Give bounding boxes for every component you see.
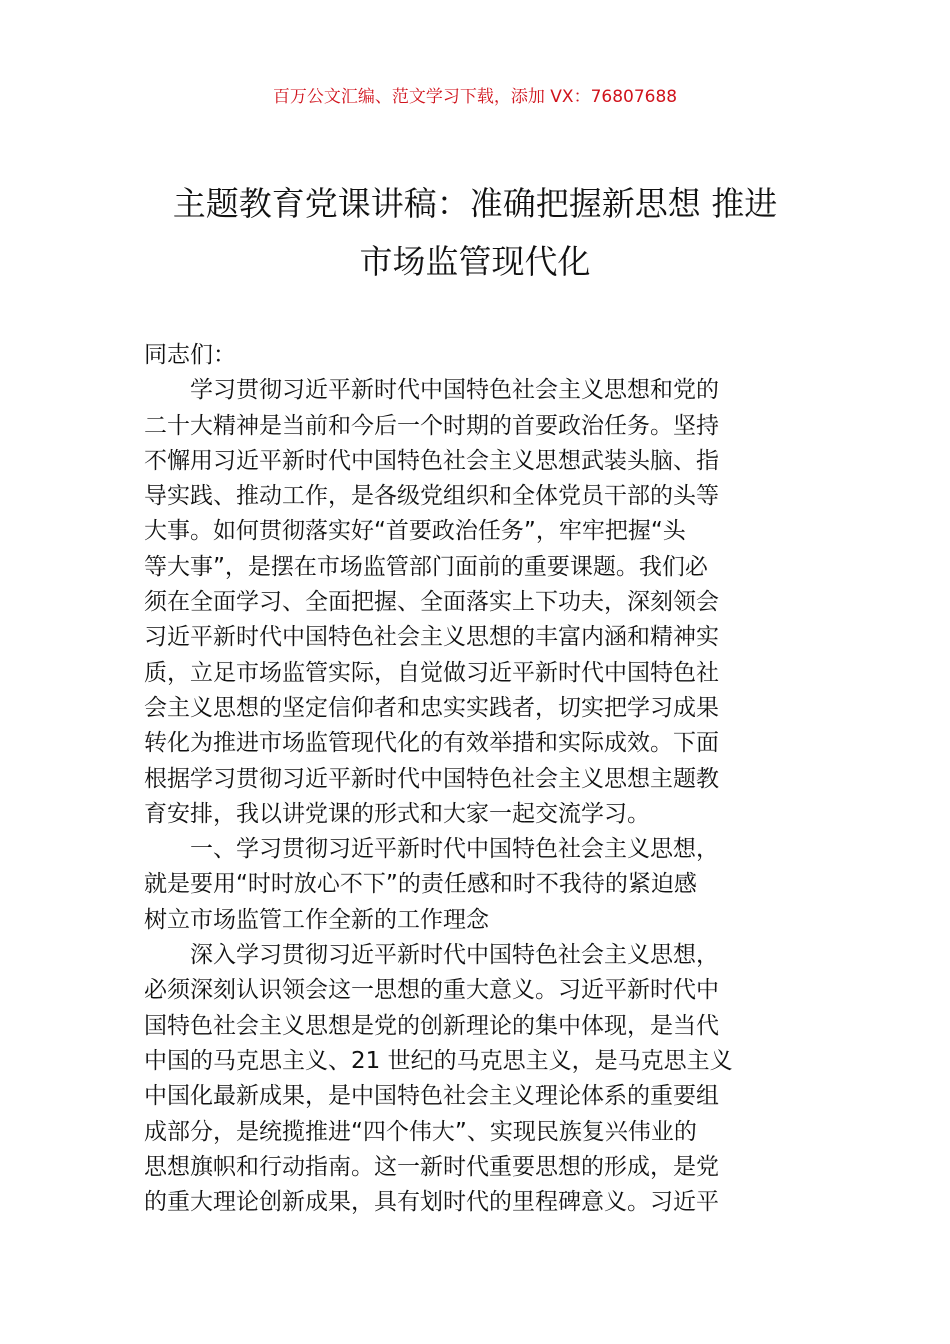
paragraph-line: 深入学习贯彻习近平新时代中国特色社会主义思想，	[190, 942, 719, 969]
heading-line: 树立市场监管工作全新的工作理念	[144, 906, 489, 933]
paragraph-line: 的重大理论创新成果，具有划时代的里程碑意义。习近平	[144, 1189, 719, 1216]
paragraph-line: 转化为推进市场监管现代化的有效举措和实际成效。下面	[144, 730, 719, 757]
paragraph-line: 成部分，是统揽推进“四个伟大”、实现民族复兴伟业的	[144, 1118, 697, 1145]
paragraph-section-1	[144, 938, 810, 1220]
paragraph-line: 国特色社会主义思想是党的创新理论的集中体现，是当代	[144, 1012, 719, 1039]
paragraph-line: 育安排，我以讲党课的形式和大家一起交流学习。	[144, 800, 650, 827]
title-line: 市场监管现代化	[359, 242, 591, 281]
paragraph-line: 会主义思想的坚定信仰者和忠实实践者，切实把学习成果	[144, 694, 719, 721]
paragraph-line: 中国的马克思主义、21 世纪的马克思主义，是马克思主义	[144, 1047, 733, 1074]
paragraph-line: 必须深刻认识领会这一思想的重大意义。习近平新时代中	[144, 977, 719, 1004]
paragraph-line: 二十大精神是当前和今后一个时期的首要政治任务。坚持	[144, 412, 719, 439]
heading-line: 就是要用“时时放心不下”的责任感和时不我待的紧迫感	[144, 871, 697, 898]
document-title	[140, 175, 810, 291]
salutation: 同志们：	[144, 342, 236, 368]
paragraph-line: 习近平新时代中国特色社会主义思想的丰富内涵和精神实	[144, 624, 719, 651]
title-line: 主题教育党课讲稿：准确把握新思想 推进	[172, 184, 778, 223]
paragraph-line: 大事。如何贯彻落实好“首要政治任务”，牢牢把握“头	[144, 518, 686, 545]
document-body	[144, 338, 810, 1220]
paragraph-line: 导实践、推动工作，是各级党组织和全体党员干部的头等	[144, 483, 719, 510]
paragraph-line: 思想旗帜和行动指南。这一新时代重要思想的形成，是党	[144, 1153, 719, 1180]
paragraph-line: 等大事”，是摆在市场监管部门面前的重要课题。我们必	[144, 553, 708, 580]
header-note: 百万公文汇编、范文学习下载，添加 VX：76807688	[272, 87, 678, 107]
paragraph-intro	[144, 373, 810, 832]
heading-line: 一、学习贯彻习近平新时代中国特色社会主义思想，	[190, 836, 719, 863]
paragraph-line: 根据学习贯彻习近平新时代中国特色社会主义思想主题教	[144, 765, 719, 792]
section-heading-1	[144, 832, 810, 938]
paragraph-line: 学习贯彻习近平新时代中国特色社会主义思想和党的	[190, 377, 719, 404]
paragraph-line: 不懈用习近平新时代中国特色社会主义思想武装头脑、指	[144, 447, 719, 474]
paragraph-line: 须在全面学习、全面把握、全面落实上下功夫，深刻领会	[144, 589, 719, 616]
paragraph-line: 质，立足市场监管实际，自觉做习近平新时代中国特色社	[144, 659, 719, 686]
paragraph-line: 中国化最新成果，是中国特色社会主义理论体系的重要组	[144, 1083, 719, 1110]
